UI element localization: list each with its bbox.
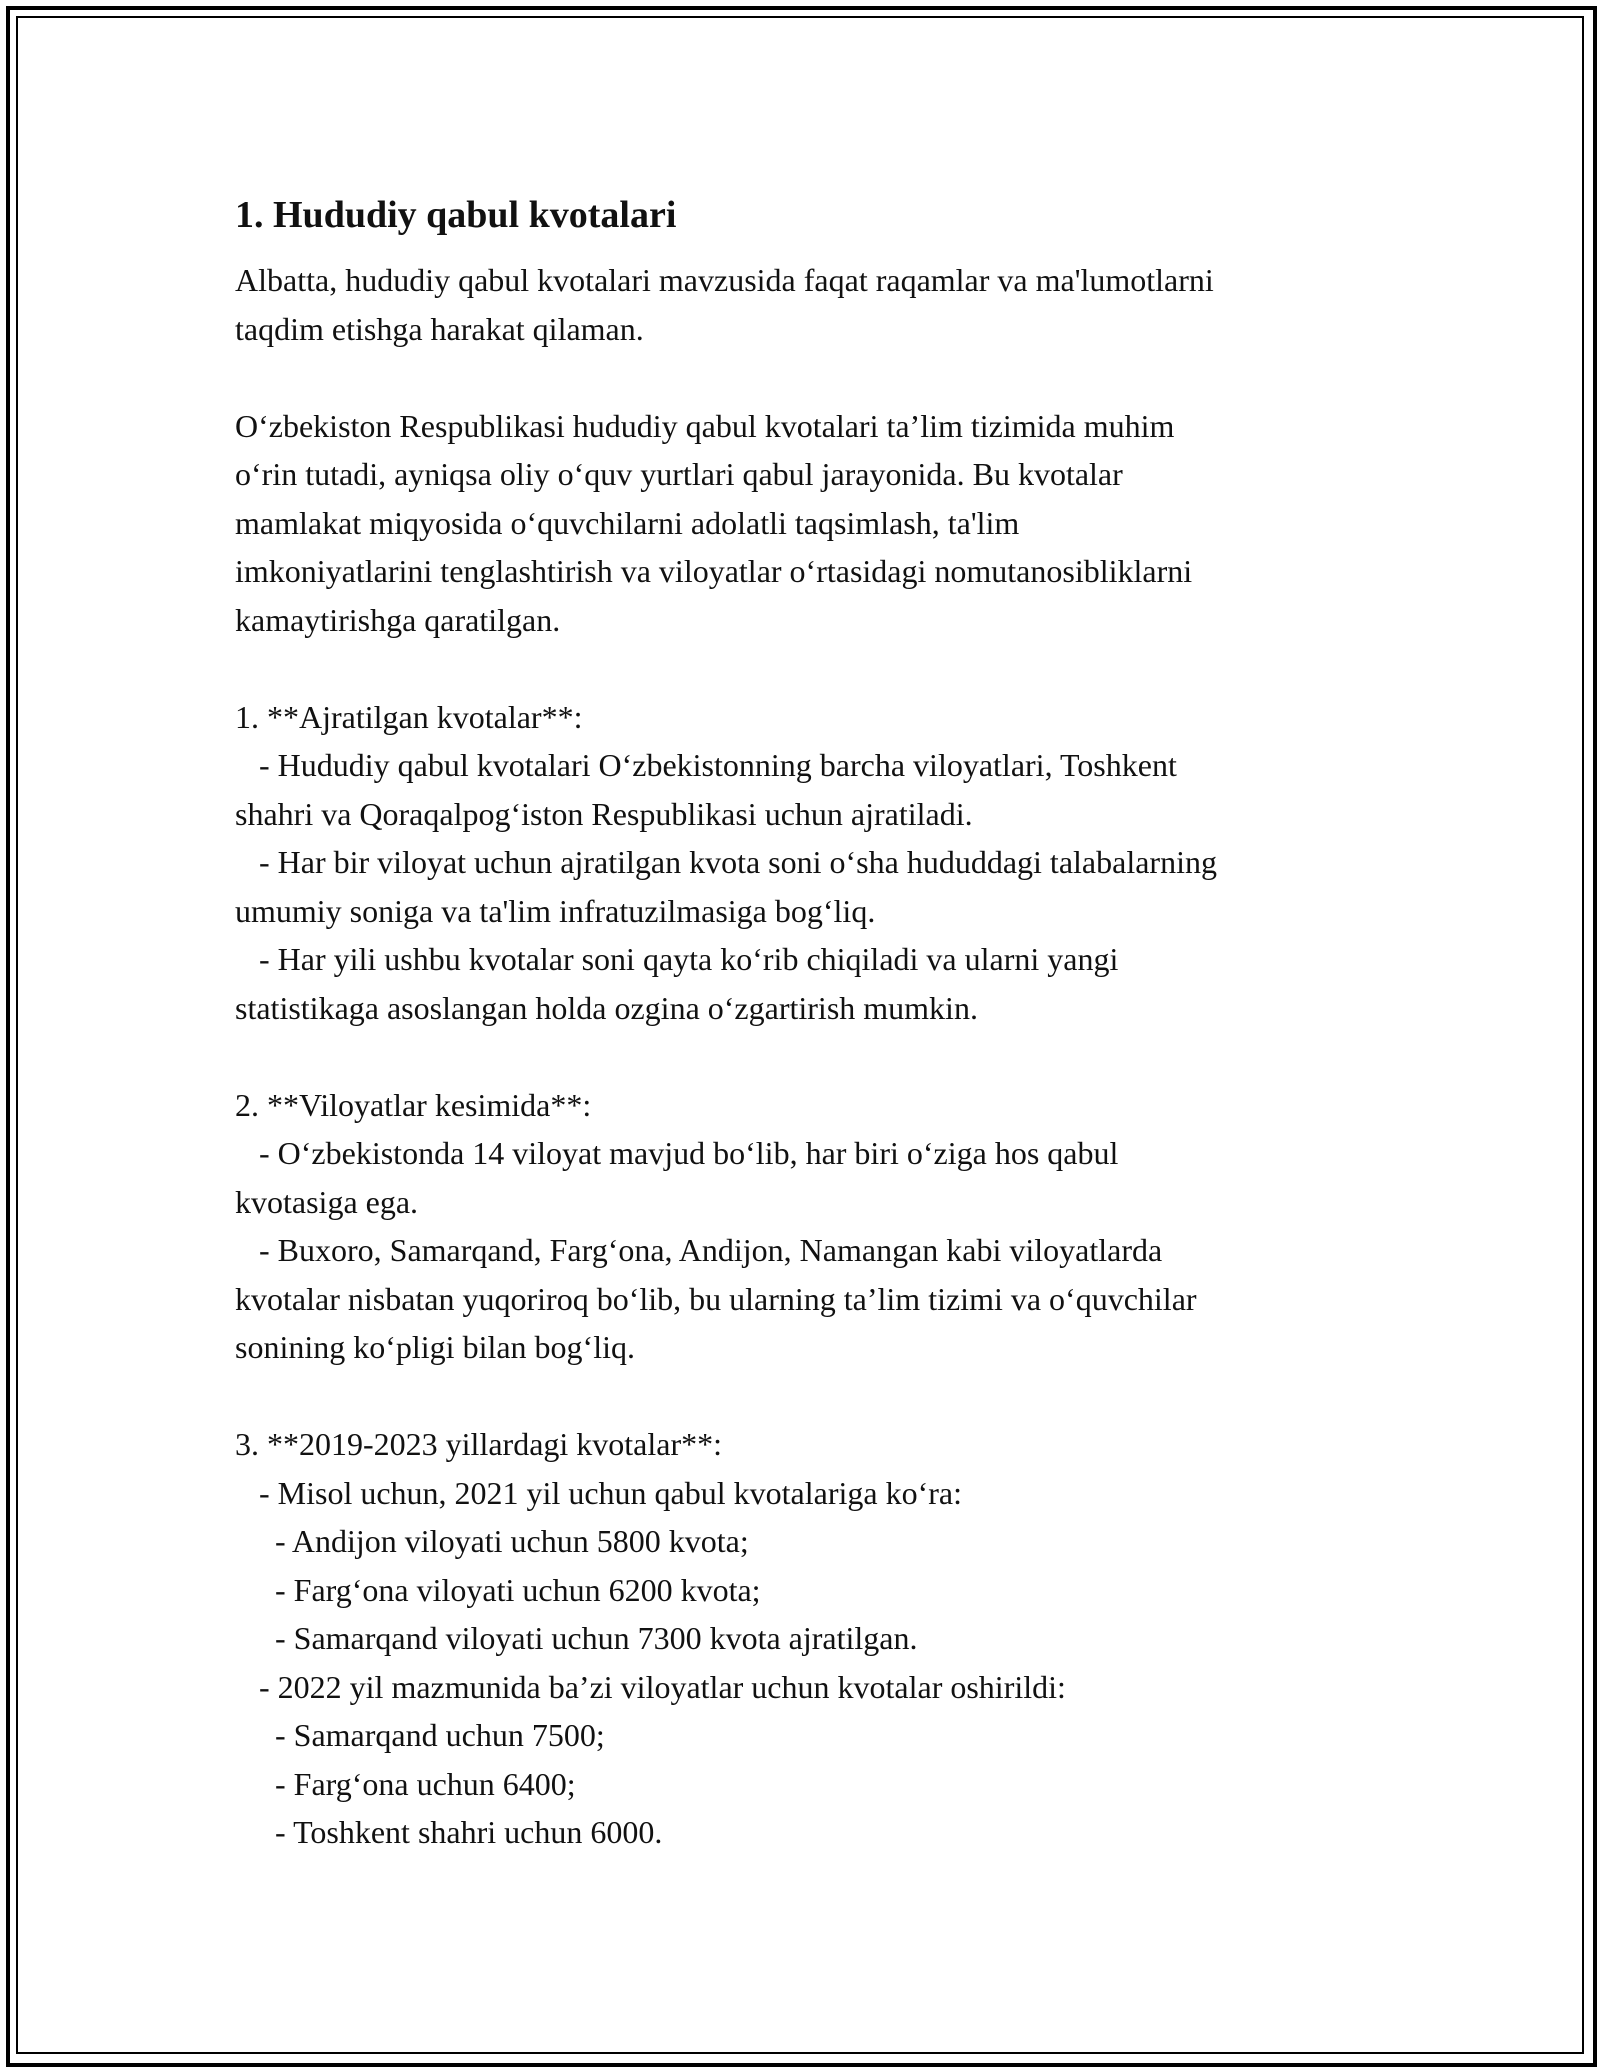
list-item: - Har bir viloyat uchun ajratilgan kvota soni oʻsha hududdagi talabalarning xyxy=(235,844,1217,880)
sub-list-item: - Fargʻona viloyati uchun 6200 kvota; xyxy=(235,1571,761,1608)
blank-line xyxy=(235,1032,1375,1081)
sub-list-item: - Andijon viloyati uchun 5800 kvota; xyxy=(235,1523,749,1559)
list-item-continuation: umumiy soniga va ta'lim infratuzilmasiga bogʻliq. xyxy=(235,892,876,929)
text-line: oʻrin tutadi, ayniqsa oliy oʻquv yurtlari qabul jarayonida. Bu kvotalar xyxy=(235,456,1123,492)
blank-line xyxy=(235,644,1375,693)
list-item-continuation: shahri va Qoraqalpogʻiston Respublikasi uchun ajratiladi. xyxy=(235,795,973,832)
document-body xyxy=(235,188,1375,1857)
text-line: kamaytirishga qaratilgan. xyxy=(235,601,561,638)
sub-list-item: - Samarqand uchun 7500; xyxy=(235,1717,605,1753)
list-item-continuation: kvotalar nisbatan yuqoriroq boʻlib, bu ularning ta’lim tizimi va oʻquvchilar xyxy=(235,1280,1197,1317)
list-heading: 3. **2019-2023 yillardagi kvotalar**: xyxy=(235,1426,723,1462)
list-item-continuation: statistikaga asoslangan holda ozgina oʻzgartirish mumkin. xyxy=(235,989,978,1026)
list-item: - Oʻzbekistonda 14 viloyat mavjud boʻlib, har biri oʻziga hos qabul xyxy=(235,1135,1119,1171)
list-section-allocated-quotas xyxy=(235,693,1375,1033)
blank-line xyxy=(235,353,1375,402)
list-section-yearly-quotas xyxy=(235,1420,1375,1857)
intro-paragraph xyxy=(235,256,1375,353)
list-item: - Buxoro, Samarqand, Fargʻona, Andijon, Namangan kabi viloyatlarda xyxy=(235,1232,1163,1268)
list-item-continuation: kvotasiga ega. xyxy=(235,1183,419,1220)
list-item: - Har yili ushbu kvotalar soni qayta koʻrib chiqiladi va ularni yangi xyxy=(235,941,1119,977)
text-line: Oʻzbekiston Respublikasi hududiy qabul kvotalari ta’lim tizimida muhim xyxy=(235,407,1175,444)
list-item: - Hududiy qabul kvotalari Oʻzbekistonning barcha viloyatlari, Toshkent xyxy=(235,747,1177,783)
list-heading: 2. **Viloyatlar kesimida**: xyxy=(235,1086,592,1123)
list-section-by-region xyxy=(235,1081,1375,1372)
text-line: mamlakat miqyosida oʻquvchilarni adolatli taqsimlash, ta'lim xyxy=(235,504,1020,541)
list-item: - 2022 yil mazmunida ba’zi viloyatlar uchun kvotalar oshirildi: xyxy=(235,1668,1066,1705)
list-item-continuation: sonining koʻpligi bilan bogʻliq. xyxy=(235,1329,635,1365)
sub-list-item: - Fargʻona uchun 6400; xyxy=(235,1765,576,1802)
sub-list-item: - Samarqand viloyati uchun 7300 kvota ajratilgan. xyxy=(235,1620,918,1656)
text-line: Albatta, hududiy qabul kvotalari mavzusida faqat raqamlar va ma'lumotlarni xyxy=(235,262,1214,298)
list-heading: 1. **Ajratilgan kvotalar**: xyxy=(235,698,583,735)
body-paragraph xyxy=(235,402,1375,645)
text-line: imkoniyatlarini tenglashtirish va viloyatlar oʻrtasidagi nomutanosibliklarni xyxy=(235,553,1193,589)
sub-list-item: - Toshkent shahri uchun 6000. xyxy=(235,1814,663,1850)
section-heading: 1. Hududiy qabul kvotalari xyxy=(235,194,677,236)
text-line: taqdim etishga harakat qilaman. xyxy=(235,310,644,347)
list-item: - Misol uchun, 2021 yil uchun qabul kvotalariga koʻra: xyxy=(235,1474,962,1511)
blank-line xyxy=(235,1372,1375,1421)
